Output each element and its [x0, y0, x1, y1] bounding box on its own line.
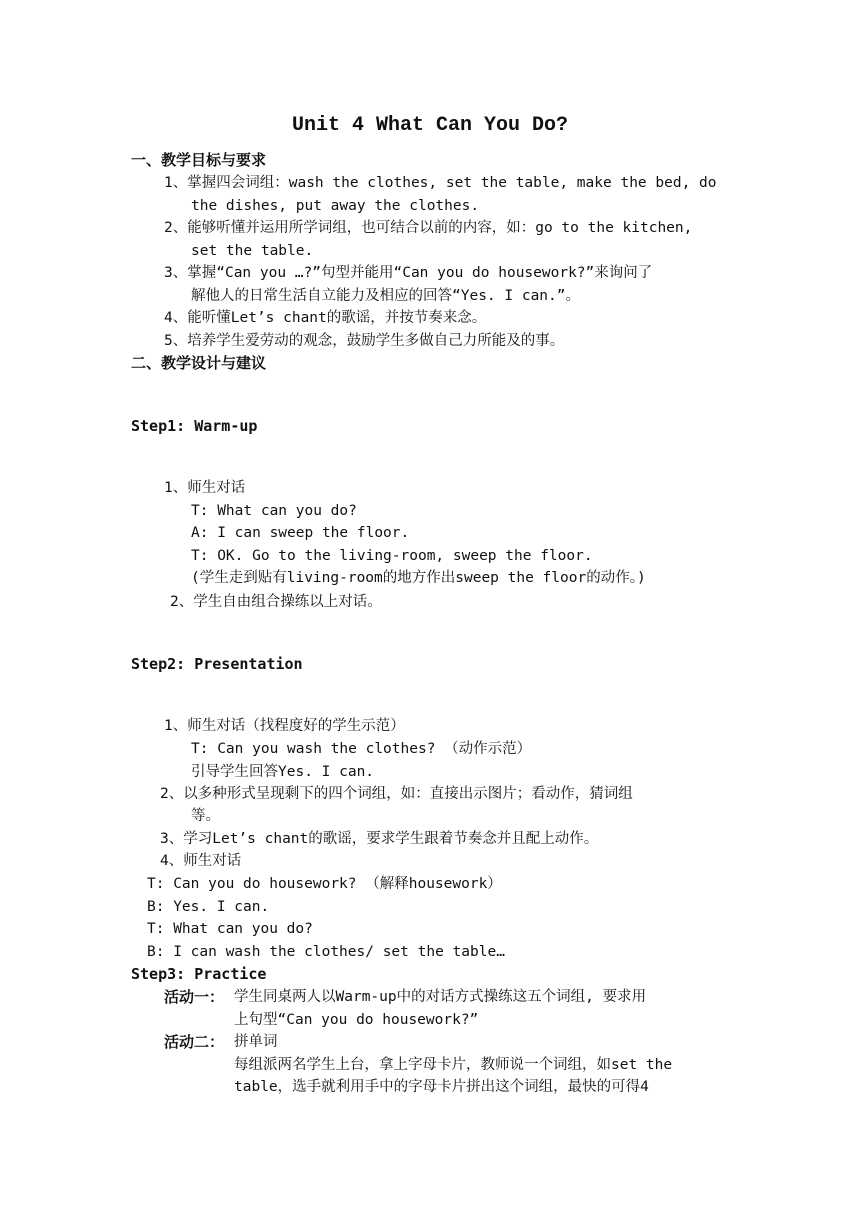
step2-dialogue-line: T: What can you do? [147, 921, 313, 937]
document-title: Unit 4 What Can You Do? [291, 114, 569, 137]
step1-item-1: 1、师生对话 [164, 480, 246, 496]
goal-item-2-line-2: set the table. [191, 243, 314, 259]
goal-item-2-line-1: 2、能够听懂并运用所学词组，也可结合以前的内容，如：go to the kitchen, [164, 220, 693, 236]
goal-item-1-line-1: 1、掌握四会词组：wash the clothes, set the table, make the bed, do [164, 175, 717, 191]
step2-dialogue-line: 引导学生回答Yes. I can. [191, 764, 375, 780]
goal-item-1-line-2: the dishes, put away the clothes. [191, 198, 480, 214]
step2-item-3: 3、学习Let’s chant的歌谣，要求学生跟着节奏念并且配上动作。 [160, 831, 599, 847]
step3-heading: Step3: Practice [131, 965, 267, 983]
goal-item-4: 4、能听懂Let’s chant的歌谣，并按节奏来念。 [164, 310, 487, 326]
activity-2-line-2: table，选手就利用手中的字母卡片拼出这个词组，最快的可得4 [234, 1079, 649, 1095]
step2-dialogue-line: B: I can wash the clothes/ set the table… [147, 944, 505, 960]
step2-dialogue-line: B: Yes. I can. [147, 899, 270, 915]
section-heading-design: 二、教学设计与建议 [131, 354, 267, 372]
goal-item-5: 5、培养学生爱劳动的观念，鼓励学生多做自己力所能及的事。 [164, 333, 565, 349]
activity-2-title: 拼单词 [234, 1034, 278, 1050]
step1-dialogue-line: T: OK. Go to the living-room, sweep the floor. [191, 548, 593, 564]
step2-heading: Step2: Presentation [131, 655, 303, 673]
activity-2-label: 活动二： [164, 1033, 225, 1051]
step2-item-2-line-2: 等。 [191, 808, 220, 824]
step2-item-2-line-1: 2、以多种形式呈现剩下的四个词组，如：直接出示图片；看动作，猜词组 [160, 786, 633, 802]
activity-1-line-1: 学生同桌两人以Warm-up中的对话方式操练这五个词组, 要求用 [234, 989, 647, 1005]
step1-heading: Step1: Warm-up [131, 417, 258, 435]
step1-dialogue-line: T: What can you do? [191, 503, 357, 519]
activity-1-line-2: 上句型“Can you do housework?” [234, 1012, 479, 1028]
step1-dialogue-note: (学生走到贴有living-room的地方作出sweep the floor的动作。) [191, 570, 646, 586]
activity-2-line-1: 每组派两名学生上台，拿上字母卡片，教师说一个词组，如set the [234, 1057, 673, 1073]
step2-dialogue-line: T: Can you do housework? （解释housework） [147, 876, 502, 892]
step2-item-4: 4、师生对话 [160, 853, 242, 869]
activity-1-label: 活动一： [164, 988, 225, 1006]
step1-item-2: 2、学生自由组合操练以上对话。 [170, 594, 382, 610]
step1-dialogue-line: A: I can sweep the floor. [191, 525, 410, 541]
section-heading-goals: 一、教学目标与要求 [131, 151, 267, 169]
step2-dialogue-line: T: Can you wash the clothes? （动作示范） [191, 741, 532, 757]
goal-item-3-line-2: 解他人的日常生活自立能力及相应的回答“Yes. I can.”。 [191, 288, 580, 304]
goal-item-3-line-1: 3、掌握“Can you …?”句型并能用“Can you do housework?”来询问了 [164, 265, 653, 281]
step2-item-1: 1、师生对话（找程度好的学生示范） [164, 718, 405, 734]
